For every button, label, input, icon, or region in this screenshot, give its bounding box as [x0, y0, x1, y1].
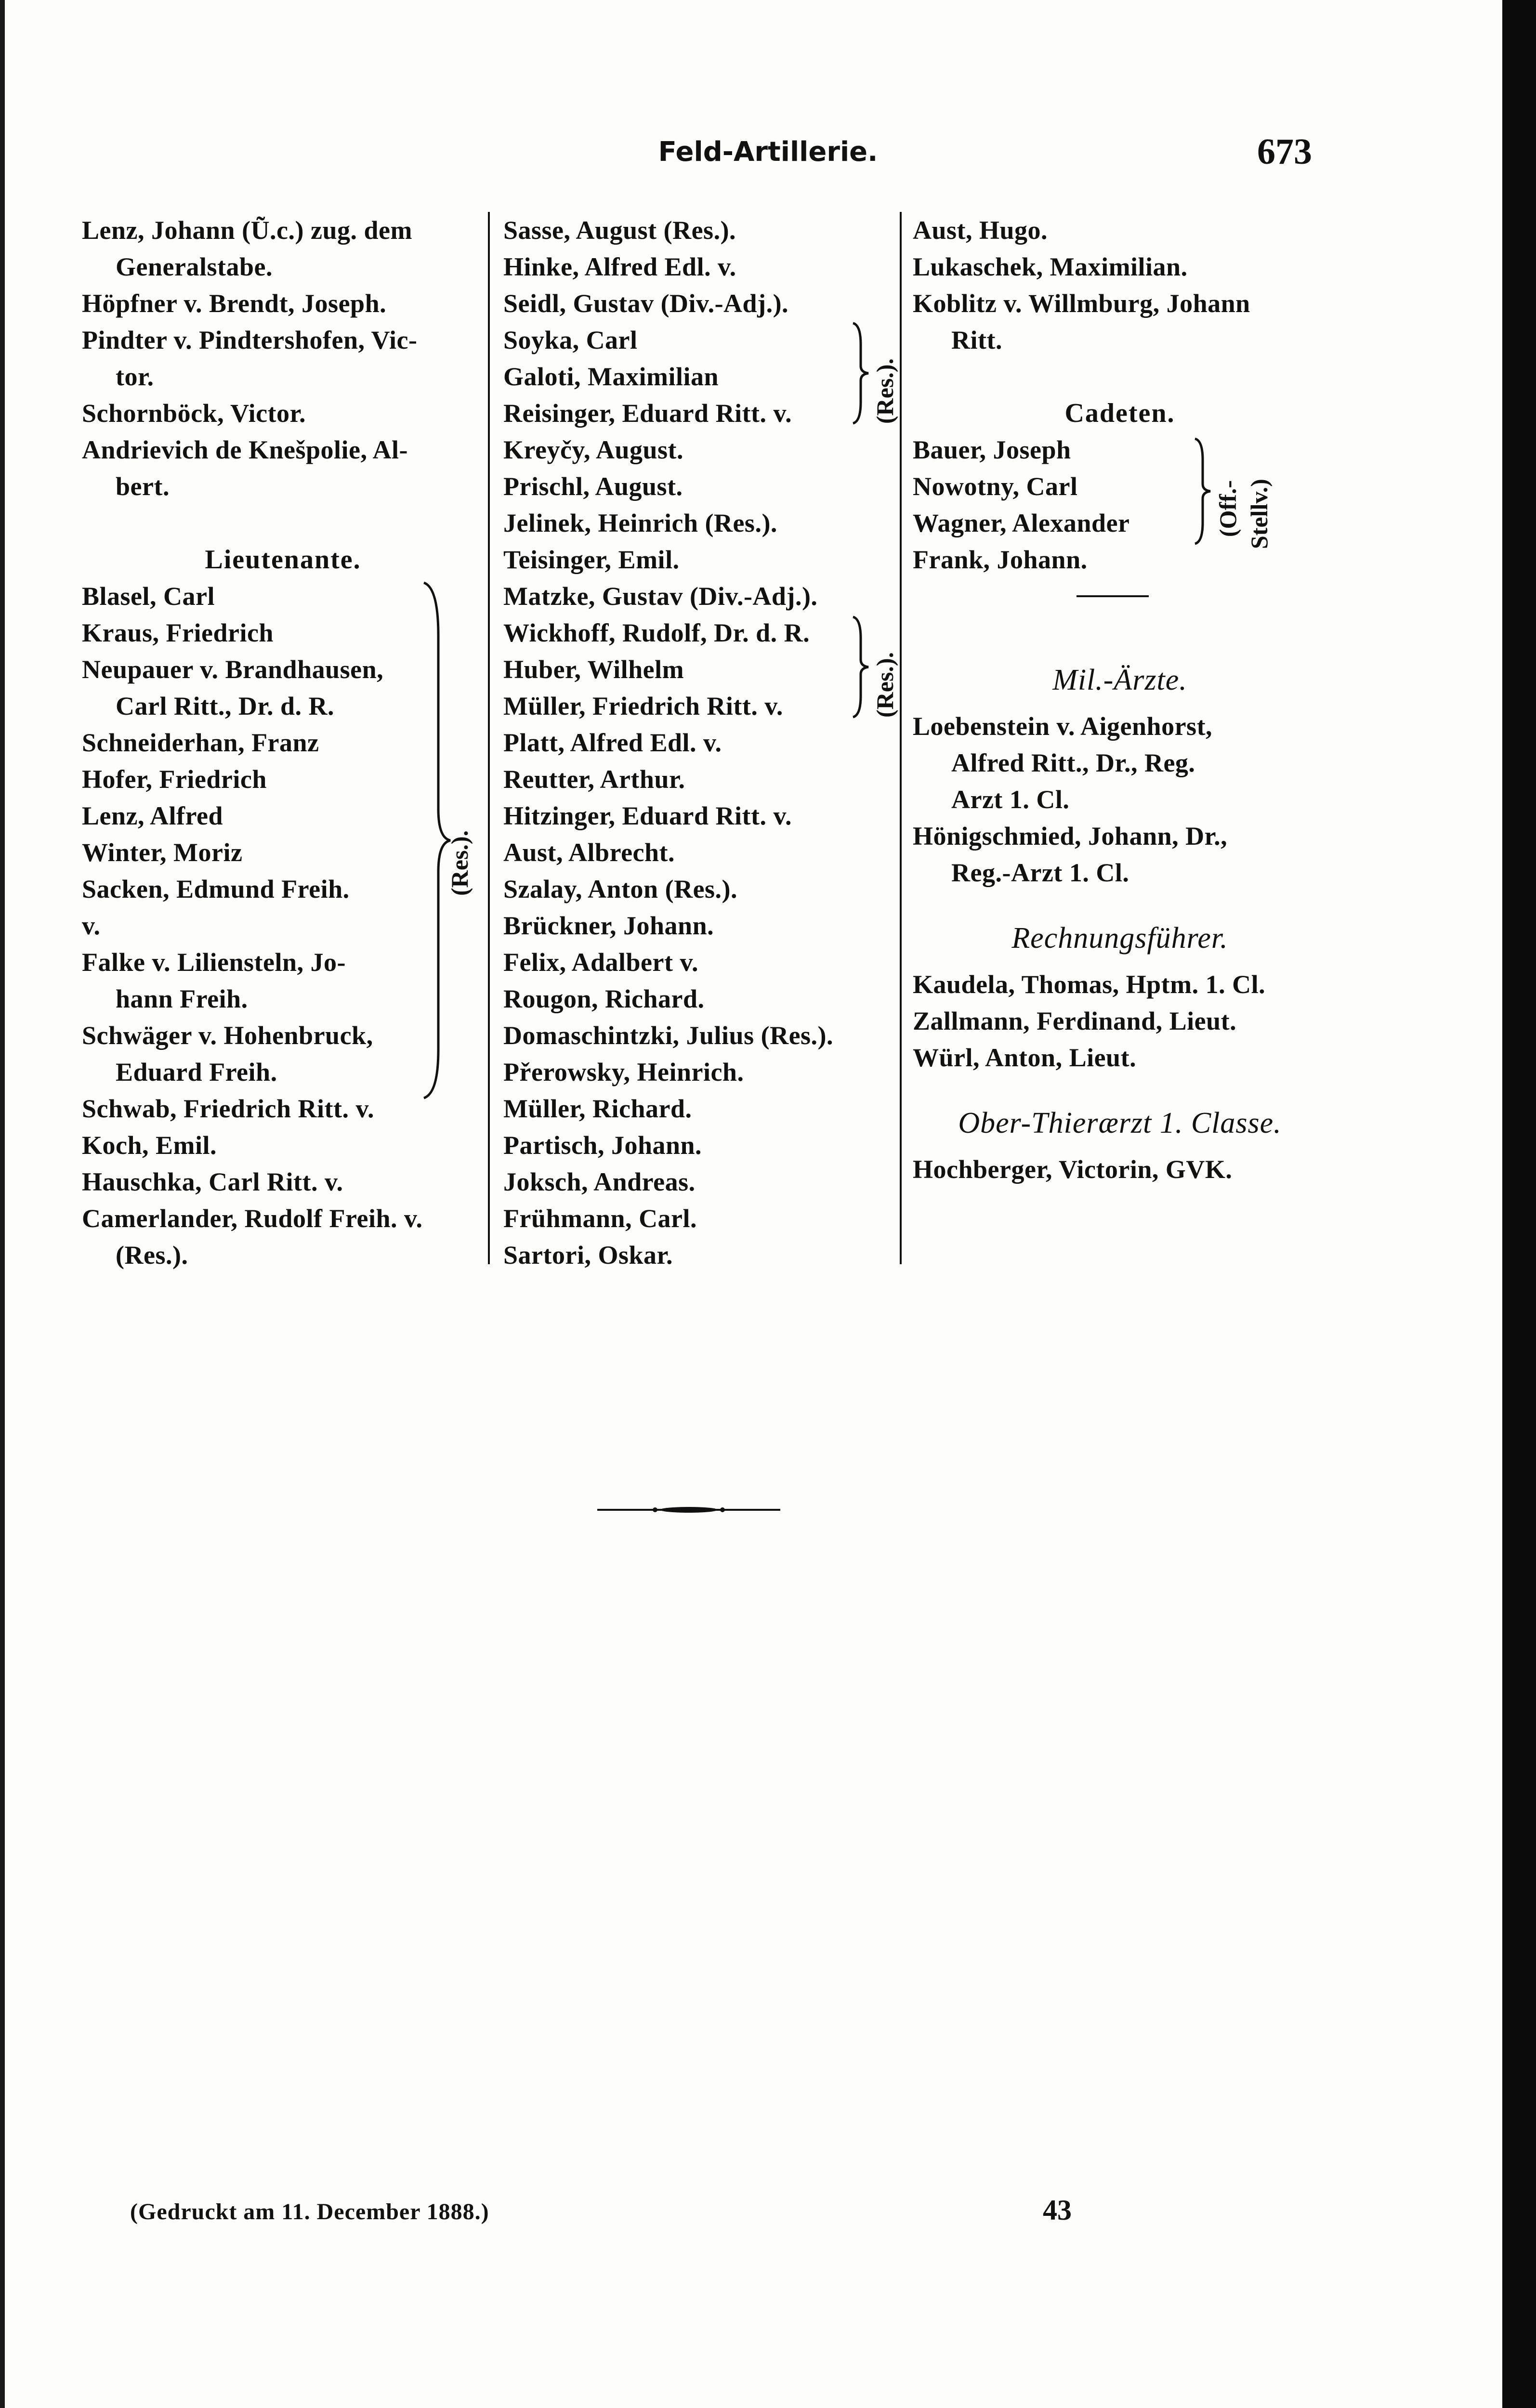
entry-line: Reg.-Arzt 1. Cl.: [951, 858, 1129, 887]
entry-line: Nowotny, Carl: [913, 472, 1078, 501]
scan-edge-right: [1502, 0, 1536, 2408]
entry-line: Reisinger, Eduard Ritt. v.: [503, 399, 792, 428]
column-rule-left: [488, 212, 490, 1264]
entry-line: Koblitz v. Willmburg, Johann: [913, 289, 1250, 318]
cadeten-brace-label-1: (Off.-: [1214, 480, 1241, 537]
entry-line: Reutter, Arthur.: [503, 765, 685, 794]
entry-line: Sacken, Edmund Freih.: [82, 875, 350, 903]
section-heading-oberthierarzt: Ober-Thierærzt 1. Classe.: [958, 1107, 1282, 1139]
entry-line: Teisinger, Emil.: [503, 545, 680, 574]
entry-line: Matzke, Gustav (Div.-Adj.).: [503, 582, 818, 611]
entry-line: tor.: [116, 362, 154, 391]
entry-line: Hitzinger, Eduard Ritt. v.: [503, 801, 792, 830]
entry-line: Kreyčy, August.: [503, 435, 684, 464]
entry-line: Zallmann, Ferdinand, Lieut.: [913, 1007, 1237, 1035]
res-label-col1: (Res.).: [446, 830, 473, 896]
entry-line: Jelinek, Heinrich (Res.).: [503, 509, 777, 537]
entry-line: Andrievich de Knešpolie, Al-: [82, 435, 408, 464]
entry-line: Felix, Adalbert v.: [503, 948, 698, 977]
section-heading-rechnungsfuehrer: Rechnungsführer.: [1011, 922, 1228, 955]
entry-line: Rougon, Richard.: [503, 984, 705, 1013]
entry-line: Winter, Moriz: [82, 838, 243, 867]
entry-line: Neupauer v. Brandhausen,: [82, 655, 384, 684]
entry-line: Loebenstein v. Aigenhorst,: [913, 712, 1213, 741]
ornamental-rule: [597, 1503, 780, 1517]
entry-line: Wagner, Alexander: [913, 509, 1130, 537]
section-heading-lieutenante: Lieutenante.: [205, 545, 361, 575]
entry-line: hann Freih.: [116, 984, 248, 1013]
entry-line: Aust, Hugo.: [913, 216, 1048, 245]
entry-line: v.: [82, 911, 101, 940]
entry-line: Falke v. Liliensteln, Jo-: [82, 948, 346, 977]
entry-line: Ritt.: [951, 326, 1002, 354]
entry-line: Hinke, Alfred Edl. v.: [503, 252, 736, 281]
column-2: [503, 212, 903, 1273]
entry-line: Frank, Johann.: [913, 545, 1088, 574]
entry-line: Kaudela, Thomas, Hptm. 1. Cl.: [913, 970, 1266, 999]
res-label-col2-lower: (Res.).: [871, 652, 898, 718]
entry-line: Schwab, Friedrich Ritt. v.: [82, 1094, 374, 1123]
entry-line: Hauschka, Carl Ritt. v.: [82, 1167, 343, 1196]
scan-edge-left: [0, 0, 5, 2408]
entry-line: Arzt 1. Cl.: [951, 785, 1070, 814]
entry-line: Schornböck, Victor.: [82, 399, 306, 428]
cadeten-brace: [1192, 436, 1216, 547]
entry-line: Lukaschek, Maximilian.: [913, 252, 1188, 281]
spacer: [913, 358, 1327, 395]
entry-line: Lenz, Johann (Ũ.c.) zug. dem: [82, 216, 412, 245]
spacer: [913, 956, 1327, 966]
entry-line: Huber, Wilhelm: [503, 655, 684, 684]
sheet-signature-number: 43: [1043, 2194, 1072, 2226]
print-date-note: (Gedruckt am 11. December 1888.): [130, 2199, 489, 2225]
res-label-col2-upper: (Res.).: [871, 358, 898, 424]
entry-line: Galoti, Maximilian: [503, 362, 719, 391]
entry-line: Hofer, Friedrich: [82, 765, 267, 794]
entry-line: Camerlander, Rudolf Freih. v.: [82, 1204, 423, 1233]
entry-line: Eduard Freih.: [116, 1058, 277, 1086]
running-title: Feld-Artillerie.: [658, 136, 878, 168]
entry-line: Brückner, Johann.: [503, 911, 714, 940]
entry-line: Frühmann, Carl.: [503, 1204, 697, 1233]
spacer: [82, 505, 484, 541]
spacer: [913, 633, 1327, 662]
entry-line: Seidl, Gustav (Div.-Adj.).: [503, 289, 789, 318]
entry-line: Müller, Friedrich Ritt. v.: [503, 692, 783, 720]
page-number: 673: [1257, 131, 1312, 172]
entry-line: Blasel, Carl: [82, 582, 215, 611]
entry-line: Schwäger v. Hohenbruck,: [82, 1021, 373, 1050]
entry-line: Würl, Anton, Lieut.: [913, 1043, 1137, 1072]
entry-line: Wickhoff, Rudolf, Dr. d. R.: [503, 618, 810, 647]
entry-line: Sartori, Oskar.: [503, 1241, 673, 1269]
cadeten-brace-label-2: Stellv.): [1246, 479, 1273, 549]
entry-line: Szalay, Anton (Res.).: [503, 875, 738, 903]
entry-line: Soyka, Carl: [503, 326, 638, 354]
entry-line: Generalstabe.: [116, 252, 273, 281]
entry-line: Partisch, Johann.: [503, 1131, 702, 1160]
spacer: [913, 1141, 1327, 1151]
entry-line: Bauer, Joseph: [913, 435, 1071, 464]
spacer: [913, 891, 1327, 920]
entry-line: Schneiderhan, Franz: [82, 728, 319, 757]
entry-line: Platt, Alfred Edl. v.: [503, 728, 722, 757]
entry-line: Müller, Richard.: [503, 1094, 692, 1123]
entry-line: Joksch, Andreas.: [503, 1167, 696, 1196]
entry-line: bert.: [116, 472, 170, 501]
entry-line: Kraus, Friedrich: [82, 618, 274, 647]
column-3: [913, 212, 1327, 1188]
spacer: [913, 698, 1327, 708]
entry-line: Hönigschmied, Johann, Dr.,: [913, 822, 1228, 851]
section-heading-cadeten: Cadeten.: [1064, 398, 1175, 428]
section-divider: [913, 578, 1327, 633]
entry-line: Prischl, August.: [503, 472, 683, 501]
entry-line: Carl Ritt., Dr. d. R.: [116, 692, 334, 720]
entry-line: Alfred Ritt., Dr., Reg.: [951, 748, 1195, 777]
entry-line: Domaschintzki, Julius (Res.).: [503, 1021, 834, 1050]
section-heading-mil-aerzte: Mil.-Ärzte.: [1052, 664, 1187, 696]
entry-line: Aust, Albrecht.: [503, 838, 675, 867]
entry-line: (Res.).: [116, 1241, 188, 1269]
entry-line: Koch, Emil.: [82, 1131, 217, 1160]
entry-line: Lenz, Alfred: [82, 801, 223, 830]
entry-line: Sasse, August (Res.).: [503, 216, 736, 245]
entry-line: Přerowsky, Heinrich.: [503, 1058, 744, 1086]
entry-line: Höpfner v. Brendt, Joseph.: [82, 289, 387, 318]
entry-line: Pindter v. Pindtershofen, Vic-: [82, 326, 418, 354]
spacer: [913, 1076, 1327, 1105]
entry-line: Hochberger, Victorin, GVK.: [913, 1155, 1233, 1184]
